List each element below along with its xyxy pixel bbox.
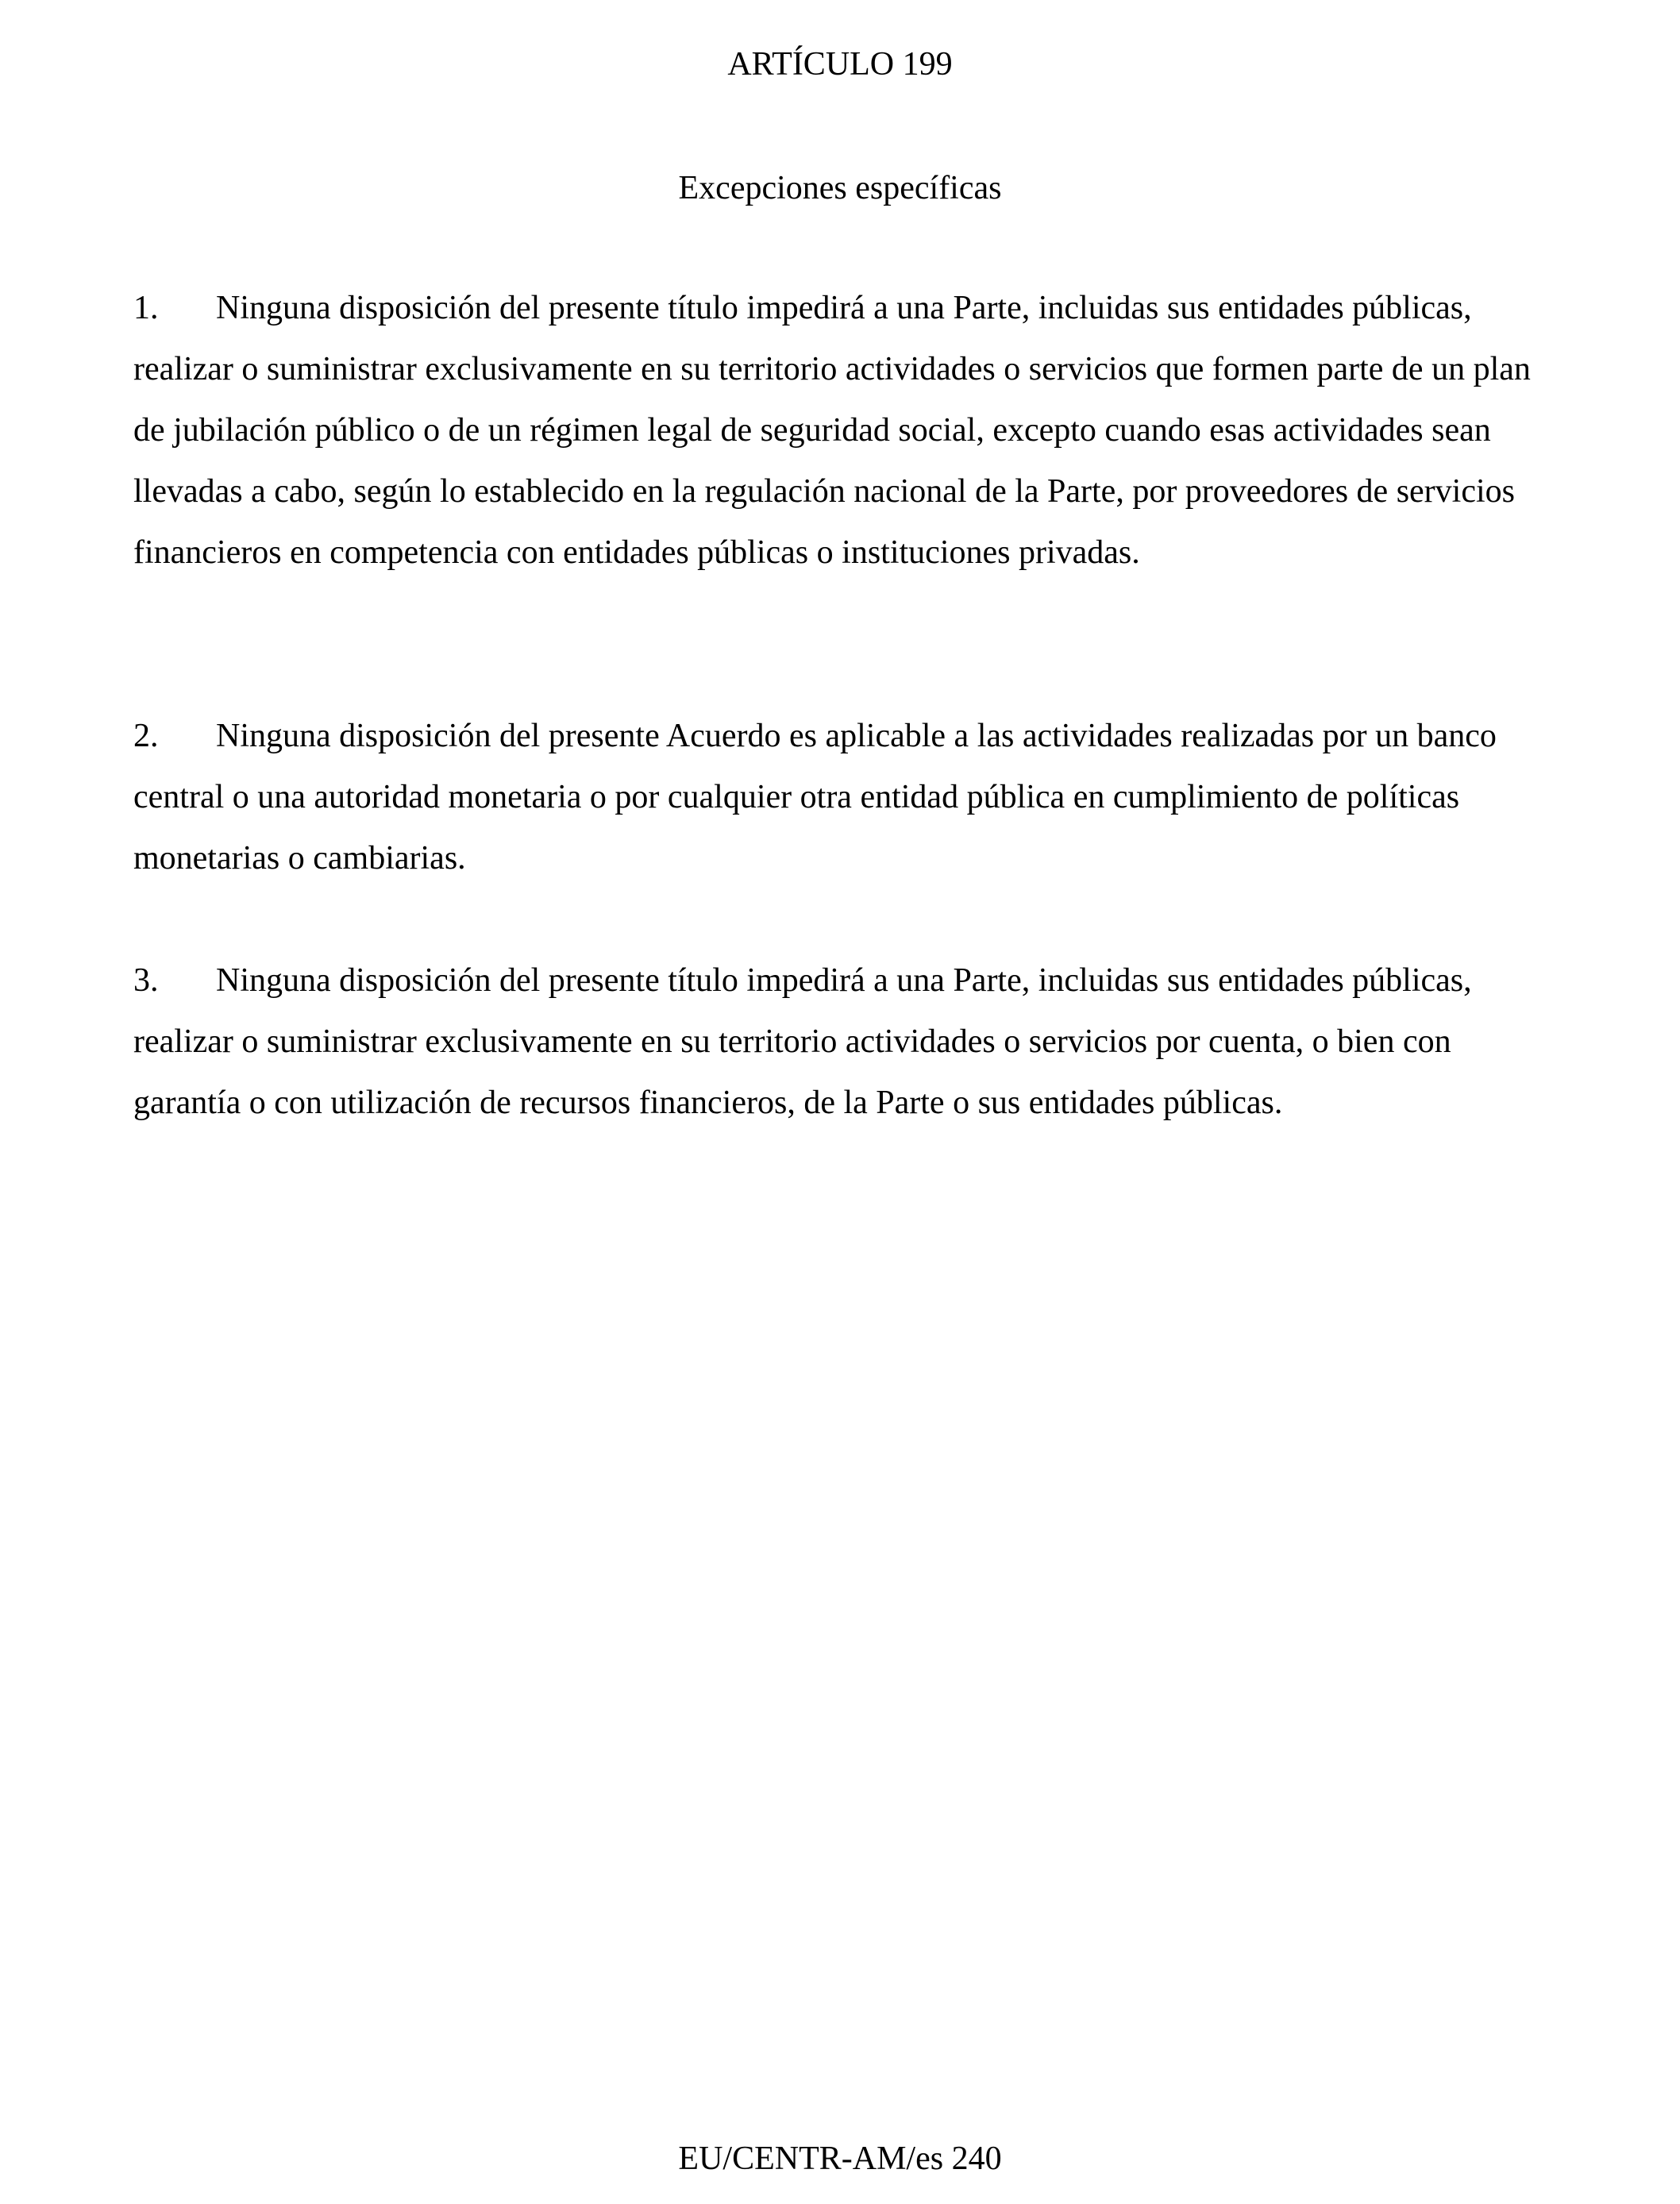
paragraph-text: Ninguna disposición del presente título impedirá a una Parte, incluidas sus entidades públicas, realizar o suministrar exclusivamente en su territorio actividades o servicios que formen parte de un plan de jubilación público o de un régimen legal de seguridad social, excepto cuando esas actividades sean llevadas a cabo, según lo establecido en la regulación nacional de la Parte, por proveedores de servicios financieros en competencia con entidades públicas o instituciones privadas. — [133, 290, 1531, 571]
paragraph-3 — [133, 950, 1555, 1134]
article-subtitle: Excepciones específicas — [678, 170, 1002, 206]
paragraph-2 — [133, 706, 1555, 889]
paragraph-text: Ninguna disposición del presente Acuerdo es aplicable a las actividades realizadas por un banco central o una autoridad monetaria o por cualquier otra entidad pública en cumplimiento de políticas monetarias o cambiarias. — [133, 718, 1497, 877]
document-reference-footer: EU/CENTR-AM/es 240 — [678, 2140, 1002, 2177]
paragraph-1 — [133, 278, 1555, 584]
paragraph-number: 1. — [133, 290, 159, 326]
paragraph-number: 3. — [133, 962, 159, 999]
paragraph-number: 2. — [133, 718, 159, 754]
paragraph-text: Ninguna disposición del presente título impedirá a una Parte, incluidas sus entidades públicas, realizar o suministrar exclusivamente en su territorio actividades o servicios por cuenta, o bien con garantía o con utilización de recursos financieros, de la Parte o sus entidades públicas. — [133, 962, 1472, 1121]
article-heading: ARTÍCULO 199 — [727, 46, 953, 83]
